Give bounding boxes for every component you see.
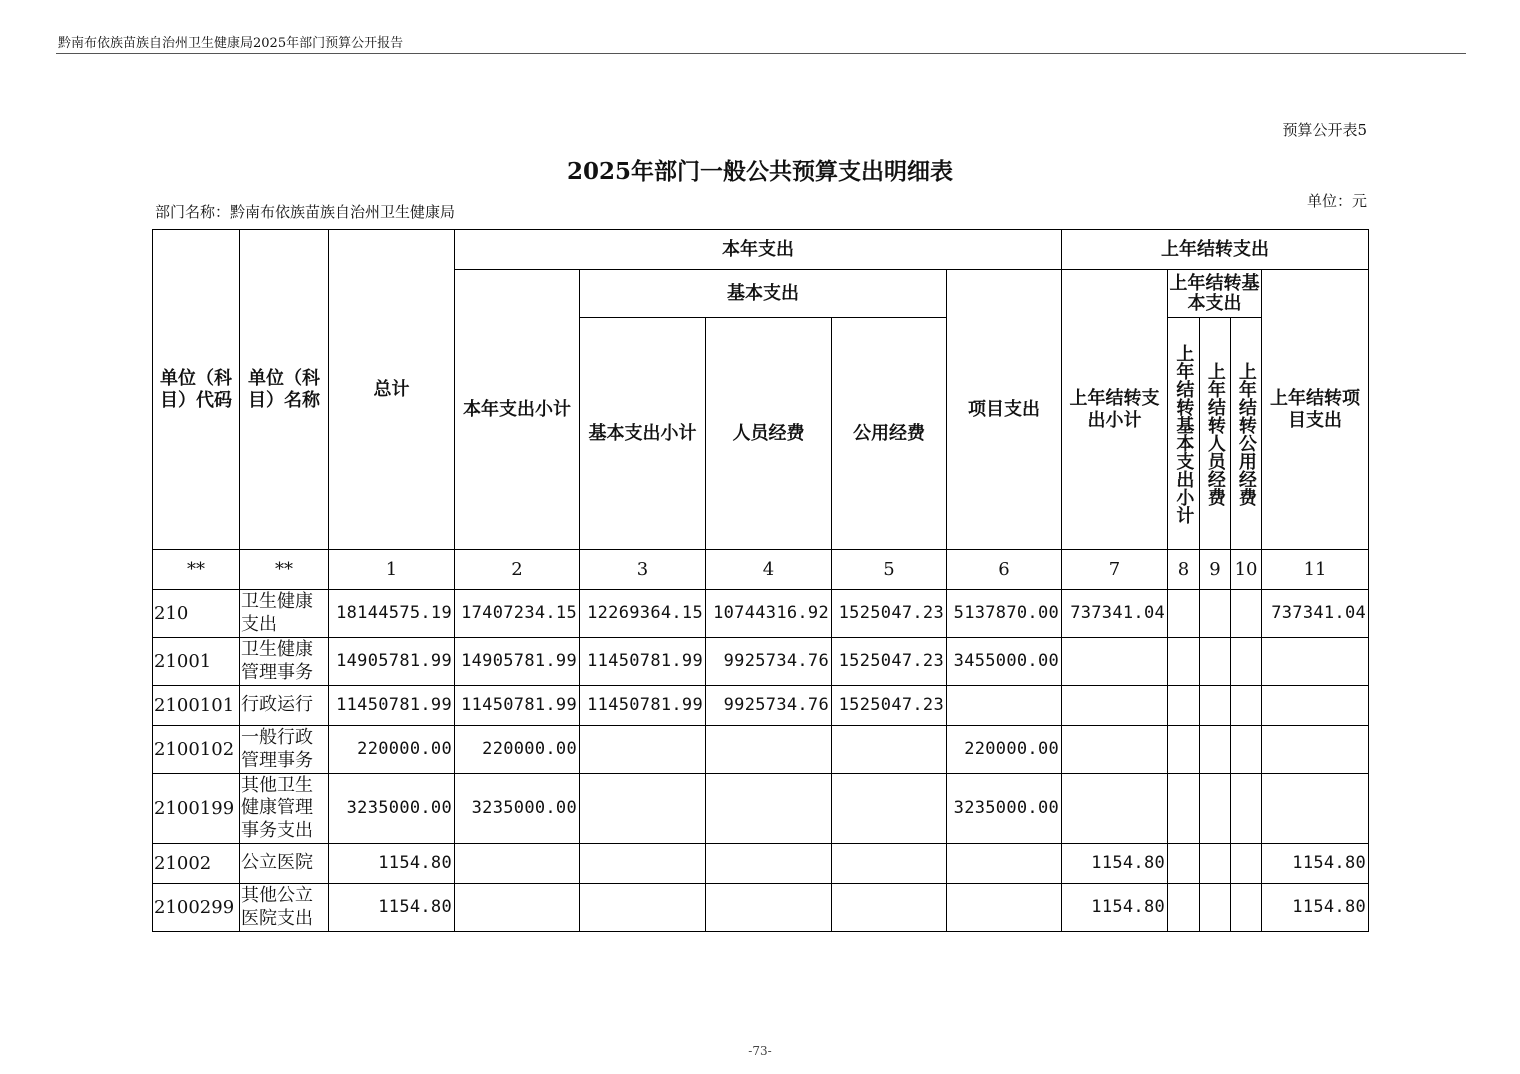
cell-public bbox=[832, 884, 947, 932]
cell-project: 3235000.00 bbox=[947, 774, 1062, 844]
cell-carry-subtotal bbox=[1062, 686, 1168, 726]
index-cell: 4 bbox=[706, 550, 832, 590]
cell-this-year-subtotal: 3235000.00 bbox=[455, 774, 580, 844]
cell-basic-subtotal: 11450781.99 bbox=[580, 638, 706, 686]
row-name: 一般行政管理事务 bbox=[240, 726, 329, 774]
index-cell: 8 bbox=[1168, 550, 1200, 590]
cell-carry-subtotal bbox=[1062, 774, 1168, 844]
row-code: 2100299 bbox=[153, 884, 240, 932]
header-name: 单位（科目）名称 bbox=[240, 230, 329, 550]
table-row bbox=[153, 844, 1369, 884]
row-code: 2100102 bbox=[153, 726, 240, 774]
row-name: 其他卫生健康管理事务支出 bbox=[240, 774, 329, 844]
table-row bbox=[153, 774, 1369, 844]
row-name: 其他公立医院支出 bbox=[240, 884, 329, 932]
row-code: 21002 bbox=[153, 844, 240, 884]
index-cell: 6 bbox=[947, 550, 1062, 590]
cell-carry-public bbox=[1231, 774, 1262, 844]
cell-carry-personnel bbox=[1200, 726, 1231, 774]
cell-carry-basic-subtotal bbox=[1168, 590, 1200, 638]
cell-personnel: 9925734.76 bbox=[706, 686, 832, 726]
cell-carry-basic-subtotal bbox=[1168, 686, 1200, 726]
cell-carry-personnel bbox=[1200, 844, 1231, 884]
cell-this-year-subtotal: 14905781.99 bbox=[455, 638, 580, 686]
cell-carry-subtotal: 1154.80 bbox=[1062, 884, 1168, 932]
budget-table bbox=[152, 229, 1369, 932]
cell-project: 220000.00 bbox=[947, 726, 1062, 774]
index-cell: 11 bbox=[1262, 550, 1369, 590]
index-cell: 7 bbox=[1062, 550, 1168, 590]
cell-personnel bbox=[706, 844, 832, 884]
cell-basic-subtotal bbox=[580, 884, 706, 932]
table-row bbox=[153, 638, 1369, 686]
cell-basic-subtotal: 12269364.15 bbox=[580, 590, 706, 638]
header-carry-public: 上年结转公用经费 bbox=[1231, 318, 1262, 550]
header-carry: 上年结转支出 bbox=[1062, 230, 1369, 270]
cell-carry-public bbox=[1231, 686, 1262, 726]
cell-carry-basic-subtotal bbox=[1168, 884, 1200, 932]
cell-total: 18144575.19 bbox=[329, 590, 455, 638]
cell-carry-public bbox=[1231, 884, 1262, 932]
form-number: 预算公开表5 bbox=[1282, 121, 1367, 139]
index-cell: ** bbox=[240, 550, 329, 590]
cell-carry-personnel bbox=[1200, 884, 1231, 932]
cell-carry-project bbox=[1262, 686, 1369, 726]
header-total: 总计 bbox=[329, 230, 455, 550]
header-rule bbox=[56, 53, 1466, 54]
cell-basic-subtotal: 11450781.99 bbox=[580, 686, 706, 726]
column-index-row bbox=[153, 550, 1369, 590]
cell-basic-subtotal bbox=[580, 844, 706, 884]
cell-carry-public bbox=[1231, 844, 1262, 884]
cell-carry-public bbox=[1231, 726, 1262, 774]
cell-carry-subtotal bbox=[1062, 726, 1168, 774]
index-cell: 9 bbox=[1200, 550, 1231, 590]
cell-total: 14905781.99 bbox=[329, 638, 455, 686]
cell-public bbox=[832, 726, 947, 774]
header-basic: 基本支出 bbox=[580, 270, 947, 318]
table-row bbox=[153, 884, 1369, 932]
row-code: 210 bbox=[153, 590, 240, 638]
header-project: 项目支出 bbox=[947, 270, 1062, 550]
row-name: 公立医院 bbox=[240, 844, 329, 884]
cell-project: 3455000.00 bbox=[947, 638, 1062, 686]
row-code: 2100199 bbox=[153, 774, 240, 844]
cell-project bbox=[947, 686, 1062, 726]
row-name: 卫生健康支出 bbox=[240, 590, 329, 638]
cell-carry-subtotal: 737341.04 bbox=[1062, 590, 1168, 638]
table-row bbox=[153, 686, 1369, 726]
header-this-year-subtotal: 本年支出小计 bbox=[455, 270, 580, 550]
cell-carry-basic-subtotal bbox=[1168, 726, 1200, 774]
cell-total: 3235000.00 bbox=[329, 774, 455, 844]
cell-carry-project bbox=[1262, 638, 1369, 686]
cell-this-year-subtotal bbox=[455, 844, 580, 884]
index-cell: 1 bbox=[329, 550, 455, 590]
header-personnel: 人员经费 bbox=[706, 318, 832, 550]
unit-label: 单位：元 bbox=[1306, 192, 1367, 210]
cell-this-year-subtotal: 17407234.15 bbox=[455, 590, 580, 638]
cell-basic-subtotal bbox=[580, 774, 706, 844]
cell-project bbox=[947, 844, 1062, 884]
header-this-year: 本年支出 bbox=[455, 230, 1062, 270]
cell-carry-public bbox=[1231, 590, 1262, 638]
running-header: 黔南布依族苗族自治州卫生健康局2025年部门预算公开报告 bbox=[58, 36, 404, 51]
cell-project: 5137870.00 bbox=[947, 590, 1062, 638]
header-carry-project: 上年结转项目支出 bbox=[1262, 270, 1369, 550]
cell-public: 1525047.23 bbox=[832, 590, 947, 638]
cell-total: 1154.80 bbox=[329, 884, 455, 932]
cell-public bbox=[832, 774, 947, 844]
page-number: -73- bbox=[748, 1044, 772, 1058]
cell-carry-public bbox=[1231, 638, 1262, 686]
index-cell: ** bbox=[153, 550, 240, 590]
cell-carry-basic-subtotal bbox=[1168, 844, 1200, 884]
cell-carry-project bbox=[1262, 726, 1369, 774]
header-carry-personnel: 上年结转人员经费 bbox=[1200, 318, 1231, 550]
table-row bbox=[153, 726, 1369, 774]
cell-public: 1525047.23 bbox=[832, 638, 947, 686]
cell-carry-subtotal: 1154.80 bbox=[1062, 844, 1168, 884]
cell-carry-personnel bbox=[1200, 774, 1231, 844]
index-cell: 10 bbox=[1231, 550, 1262, 590]
cell-basic-subtotal bbox=[580, 726, 706, 774]
department-label: 部门名称：黔南布依族苗族自治州卫生健康局 bbox=[155, 203, 456, 221]
cell-personnel: 9925734.76 bbox=[706, 638, 832, 686]
header-basic-subtotal: 基本支出小计 bbox=[580, 318, 706, 550]
cell-carry-project bbox=[1262, 774, 1369, 844]
cell-personnel bbox=[706, 774, 832, 844]
index-cell: 5 bbox=[832, 550, 947, 590]
cell-carry-project: 737341.04 bbox=[1262, 590, 1369, 638]
cell-carry-project: 1154.80 bbox=[1262, 884, 1369, 932]
cell-project bbox=[947, 884, 1062, 932]
cell-carry-personnel bbox=[1200, 686, 1231, 726]
row-code: 21001 bbox=[153, 638, 240, 686]
cell-carry-basic-subtotal bbox=[1168, 774, 1200, 844]
row-name: 卫生健康管理事务 bbox=[240, 638, 329, 686]
cell-this-year-subtotal bbox=[455, 884, 580, 932]
cell-total: 1154.80 bbox=[329, 844, 455, 884]
page-title: 2025年部门一般公共预算支出明细表 bbox=[566, 158, 953, 185]
cell-carry-personnel bbox=[1200, 590, 1231, 638]
cell-carry-personnel bbox=[1200, 638, 1231, 686]
cell-personnel: 10744316.92 bbox=[706, 590, 832, 638]
cell-public: 1525047.23 bbox=[832, 686, 947, 726]
cell-public bbox=[832, 844, 947, 884]
header-carry-subtotal: 上年结转支出小计 bbox=[1062, 270, 1168, 550]
header-public: 公用经费 bbox=[832, 318, 947, 550]
cell-this-year-subtotal: 220000.00 bbox=[455, 726, 580, 774]
row-code: 2100101 bbox=[153, 686, 240, 726]
header-carry-basic: 上年结转基本支出 bbox=[1168, 270, 1262, 318]
cell-personnel bbox=[706, 726, 832, 774]
header-code: 单位（科目）代码 bbox=[153, 230, 240, 550]
row-name: 行政运行 bbox=[240, 686, 329, 726]
index-cell: 2 bbox=[455, 550, 580, 590]
cell-total: 11450781.99 bbox=[329, 686, 455, 726]
header-carry-basic-subtotal: 上年结转基本支出小计 bbox=[1168, 318, 1200, 550]
cell-total: 220000.00 bbox=[329, 726, 455, 774]
cell-this-year-subtotal: 11450781.99 bbox=[455, 686, 580, 726]
cell-carry-project: 1154.80 bbox=[1262, 844, 1369, 884]
cell-carry-subtotal bbox=[1062, 638, 1168, 686]
index-cell: 3 bbox=[580, 550, 706, 590]
cell-personnel bbox=[706, 884, 832, 932]
cell-carry-basic-subtotal bbox=[1168, 638, 1200, 686]
table-row bbox=[153, 590, 1369, 638]
